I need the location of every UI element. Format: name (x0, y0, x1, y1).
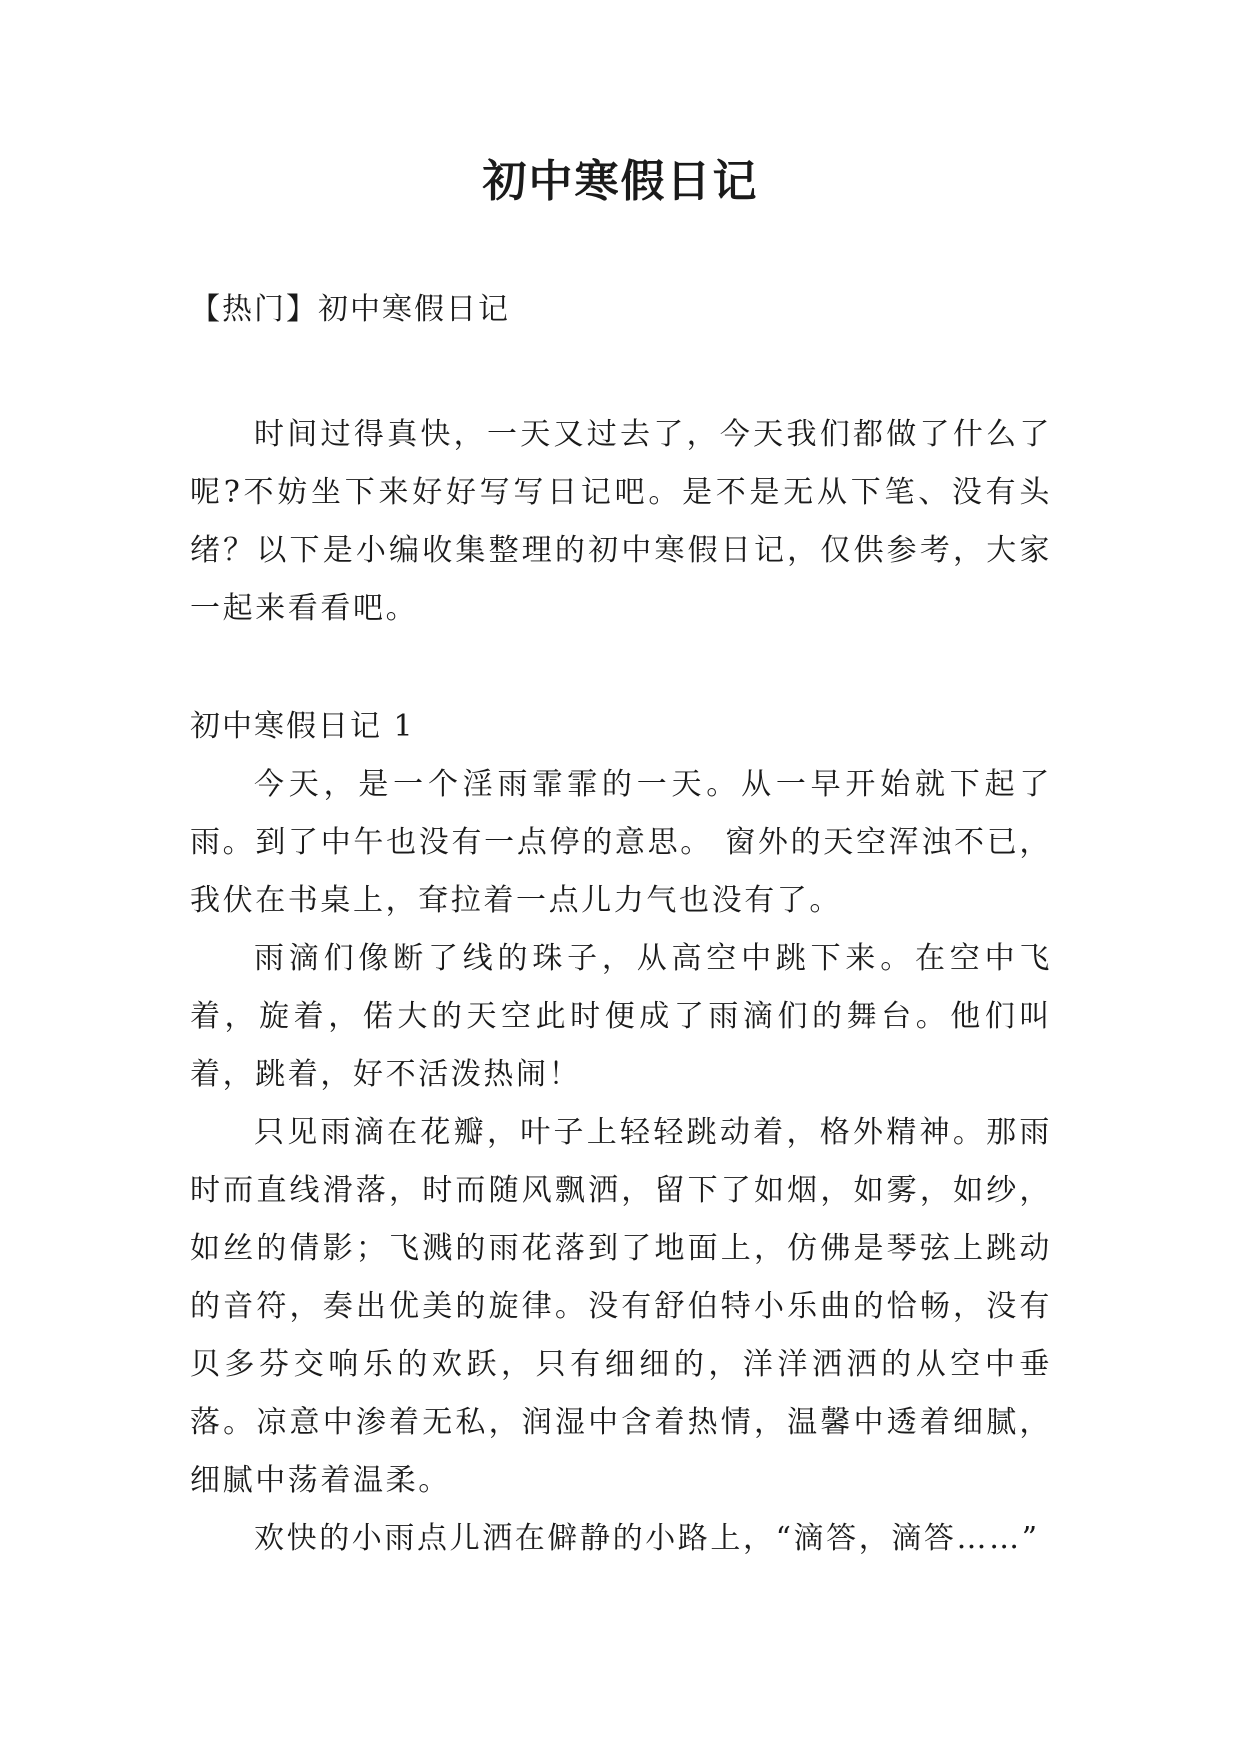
body-paragraph: 雨滴们像断了线的珠子，从高空中跳下来。在空中飞着，旋着，偌大的天空此时便成了雨滴们的舞台。他们叫着，跳着，好不活泼热闹！ (190, 941, 1052, 1092)
body-paragraph: 今天，是一个淫雨霏霏的一天。从一早开始就下起了雨。到了中午也没有一点停的意思。 窗外的天空浑浊不已，我伏在书桌上，耷拉着一点儿力气也没有了。 (190, 767, 1052, 918)
document-body (190, 406, 1052, 1568)
document-title: 初中寒假日记 (482, 156, 759, 207)
body-paragraph: 只见雨滴在花瓣，叶子上轻轻跳动着，格外精神。那雨时而直线滑落，时而随风飘洒，留下了如烟，如雾，如纱，如丝的倩影；飞溅的雨花落到了地面上，仿佛是琴弦上跳动的音符，奏出优美的旋律。没有舒伯特小乐曲的恰畅，没有贝多芬交响乐的欢跃，只有细细的，洋洋洒洒的从空中垂落。凉意中渗着无私，润湿中含着热情，温馨中透着细腻，细腻中荡着温柔。 (190, 1115, 1052, 1498)
body-paragraph: 欢快的小雨点儿洒在僻静的小路上，“滴答，滴答……” (254, 1521, 1040, 1556)
intro-paragraph: 时间过得真快，一天又过去了，今天我们都做了什么了呢?不妨坐下来好好写写日记吧。是不是无从下笔、没有头绪？以下是小编收集整理的初中寒假日记，仅供参考，大家一起来看看吧。 (190, 417, 1052, 626)
entry-heading: 初中寒假日记 1 (190, 709, 415, 744)
document-subtitle: 【热门】初中寒假日记 (190, 292, 510, 327)
